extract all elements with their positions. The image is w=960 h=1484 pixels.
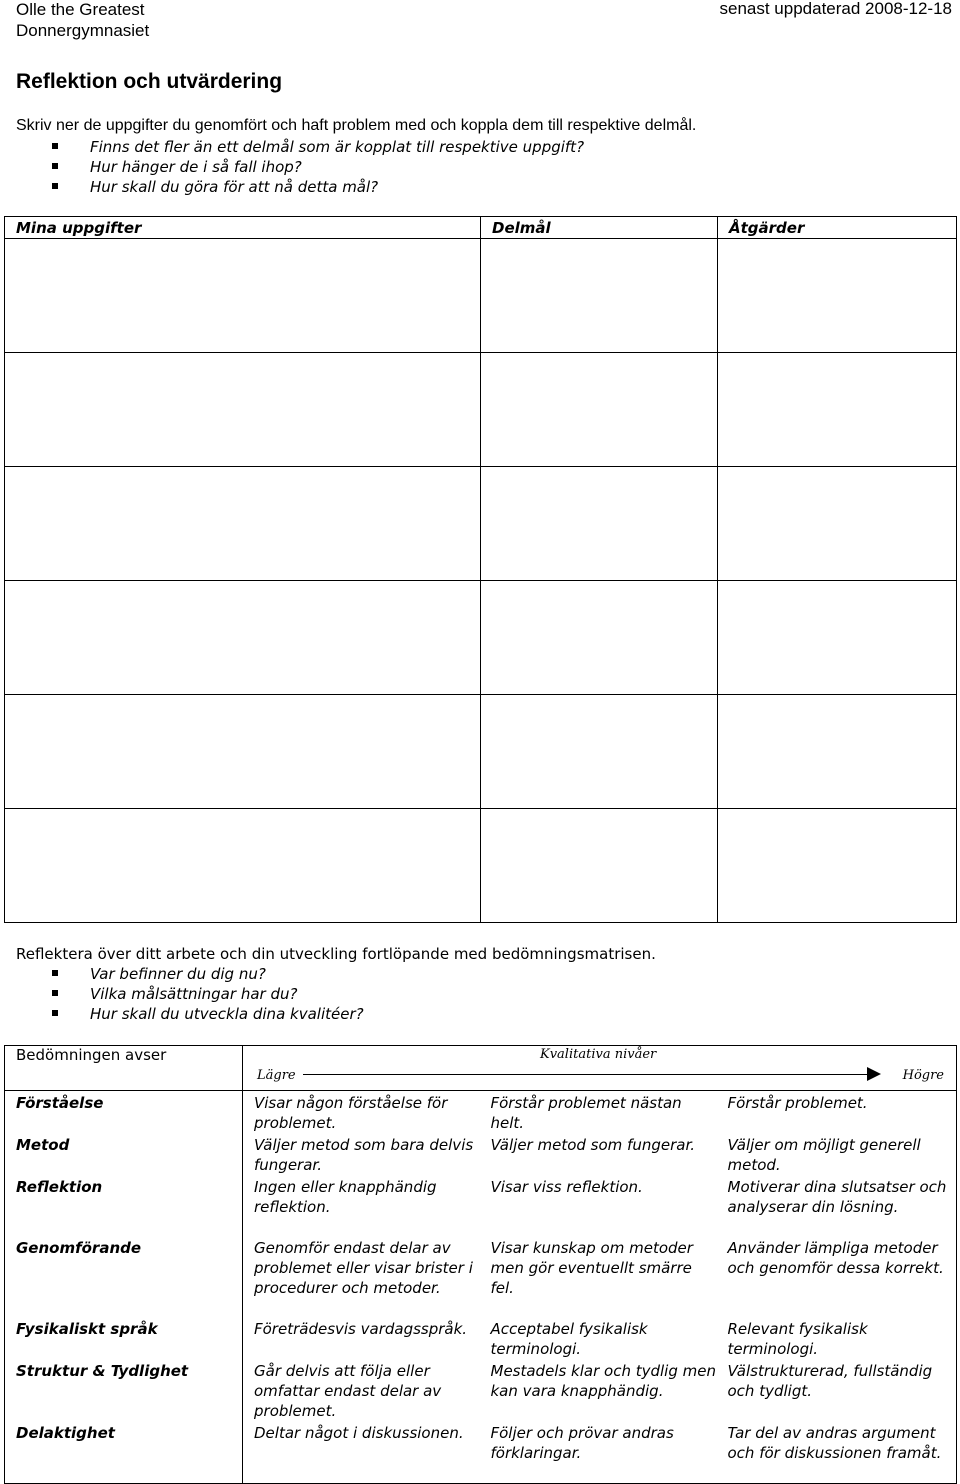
- subgoal-cell[interactable]: [481, 353, 718, 467]
- matrix-row: [5, 1091, 957, 1134]
- table-row: [5, 809, 957, 923]
- column-header-actions: Åtgärder: [718, 217, 957, 239]
- school-name: Donnergymnasiet: [16, 21, 150, 40]
- level-mid-cell: Acceptabel fysikalisk terminologi.: [490, 1320, 648, 1358]
- matrix-row: [5, 1421, 957, 1483]
- level-mid-cell: Mestadels klar och tydlig men kan vara knapphändig.: [490, 1362, 716, 1400]
- level-mid-cell: Väljer metod som fungerar.: [490, 1136, 696, 1154]
- scale-title: Kvalitativa nivåer: [540, 1047, 657, 1062]
- criterion-label: Förståelse: [5, 1091, 243, 1134]
- level-low-cell: Visar någon förståelse för problemet.: [243, 1091, 480, 1134]
- level-high-cell: Relevant fysikalisk terminologi.: [717, 1317, 957, 1359]
- table-row: [5, 581, 957, 695]
- table-row: [5, 239, 957, 353]
- level-mid-cell: Följer och prövar andras förklaringar.: [480, 1421, 717, 1483]
- criterion-label: Metod: [5, 1133, 243, 1175]
- tasks-table: [4, 216, 957, 923]
- subgoal-cell[interactable]: [481, 581, 718, 695]
- criterion-label: Struktur & Tydlighet: [5, 1359, 243, 1421]
- level-high-cell: Motiverar dina slutsatser och analyserar din lösning.: [717, 1175, 957, 1236]
- level-low-cell: Ingen eller knapphändig reflektion.: [243, 1175, 480, 1236]
- assess-label: Bedömningen avser: [16, 1046, 167, 1064]
- criterion-label: Reflektion: [5, 1175, 243, 1236]
- level-low-cell: Deltar något i diskussionen.: [243, 1421, 480, 1483]
- bullet-square-icon: [52, 143, 58, 149]
- level-low-cell: Företrädesvis vardagsspråk.: [243, 1317, 480, 1359]
- column-header-subgoals: Delmål: [481, 217, 718, 239]
- level-high-cell: Tar del av andras argument och för diskussionen framåt.: [717, 1421, 957, 1483]
- task-cell[interactable]: [5, 581, 481, 695]
- task-cell[interactable]: [5, 239, 481, 353]
- level-high-cell: Förstår problemet.: [717, 1091, 957, 1134]
- level-mid-cell: Visar viss reflektion.: [490, 1178, 643, 1196]
- author-name: Olle the Greatest: [16, 0, 145, 19]
- action-cell[interactable]: [718, 581, 957, 695]
- arrow-right-icon: [867, 1067, 881, 1081]
- page-title: Reflektion och utvärdering: [16, 70, 283, 93]
- action-cell[interactable]: [718, 809, 957, 923]
- matrix-row: [5, 1317, 957, 1359]
- scale-low-label: Lägre: [257, 1068, 296, 1083]
- action-cell[interactable]: [718, 239, 957, 353]
- scale-header-cell: [243, 1046, 957, 1091]
- task-cell[interactable]: [5, 353, 481, 467]
- page-header-left: [16, 0, 149, 41]
- bullet-square-icon: [52, 1010, 58, 1016]
- bullet-square-icon: [52, 183, 58, 189]
- action-cell[interactable]: [718, 353, 957, 467]
- subgoal-cell[interactable]: [481, 239, 718, 353]
- task-cell[interactable]: [5, 809, 481, 923]
- criterion-label: Delaktighet: [5, 1421, 243, 1483]
- intro-text: Skriv ner de uppgifter du genomfört och haft problem med och koppla dem till respektive delmål.: [16, 117, 697, 134]
- table-row: [5, 467, 957, 581]
- matrix-header-row: [5, 1046, 957, 1091]
- column-header-tasks: Mina uppgifter: [5, 217, 481, 239]
- bullet-square-icon: [52, 970, 58, 976]
- task-cell[interactable]: [5, 467, 481, 581]
- bullet-square-icon: [52, 163, 58, 169]
- level-low-cell: Genomför endast delar av problemet eller visar brister i procedurer och metoder.: [243, 1236, 480, 1317]
- action-cell[interactable]: [718, 467, 957, 581]
- assessment-matrix: [4, 1045, 957, 1484]
- matrix-row: [5, 1133, 957, 1175]
- action-cell[interactable]: [718, 695, 957, 809]
- subgoal-cell[interactable]: [481, 695, 718, 809]
- criterion-label: Fysikaliskt språk: [5, 1317, 243, 1359]
- table-row: [5, 353, 957, 467]
- level-mid-cell: Visar kunskap om metoder men gör eventuellt smärre fel.: [490, 1239, 693, 1297]
- level-high-cell: Välstrukturerad, fullständig och tydligt.: [717, 1359, 957, 1421]
- table-header-row: [5, 217, 957, 239]
- level-mid-cell: Förstår problemet nästan helt.: [490, 1094, 682, 1132]
- assess-label-cell: [5, 1046, 243, 1091]
- table-row: [5, 695, 957, 809]
- matrix-row: [5, 1236, 957, 1317]
- level-low-cell: Väljer metod som bara delvis fungerar.: [243, 1133, 480, 1175]
- level-high-cell: Väljer om möjligt generell metod.: [717, 1133, 957, 1175]
- scale-high-label: Högre: [902, 1068, 945, 1083]
- criterion-label: Genomförande: [5, 1236, 243, 1317]
- level-high-cell: Använder lämpliga metoder och genomför dessa korrekt.: [717, 1236, 957, 1317]
- reflect-instruction: Reflektera över ditt arbete och din utveckling fortlöpande med bedömningsmatrisen.: [16, 945, 656, 963]
- level-low-cell: Går delvis att följa eller omfattar endast delar av problemet.: [243, 1359, 480, 1421]
- subgoal-cell[interactable]: [481, 809, 718, 923]
- matrix-row: [5, 1359, 957, 1421]
- updated-date: senast uppdaterad 2008-12-18: [719, 0, 952, 18]
- subgoal-cell[interactable]: [481, 467, 718, 581]
- matrix-row: [5, 1175, 957, 1236]
- bullet-square-icon: [52, 990, 58, 996]
- task-cell[interactable]: [5, 695, 481, 809]
- scale-arrow-line: [303, 1074, 869, 1075]
